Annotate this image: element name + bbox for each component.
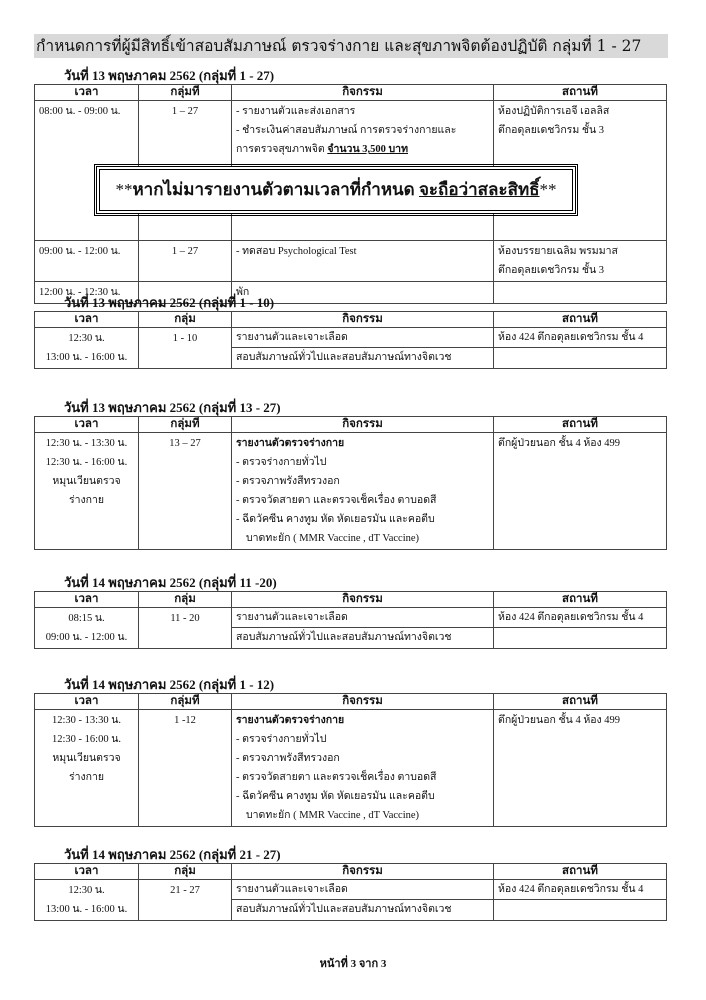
header-activity: กิจกรรม <box>232 312 494 328</box>
group-cell: 11 - 20 <box>139 608 232 649</box>
location-cell: ห้องบรรยายเฉลิม พรมมาส ตึกอดุลยเดชวิกรม ชั้น 3 <box>494 241 667 282</box>
header-group: กลุ่ม <box>139 592 232 608</box>
header-group: กลุ่มที่ <box>139 85 232 101</box>
group-cell: 1 - 10 <box>139 328 232 369</box>
schedule-table <box>34 591 667 649</box>
schedule-section-3 <box>34 400 666 550</box>
location-cell: ตึกผู้ป่วยนอก ชั้น 4 ห้อง 499 <box>494 433 667 550</box>
location-cell: ห้อง 424 ตึกอดุลยเดชวิกรม ชั้น 4 <box>494 608 667 649</box>
table-row <box>35 328 667 369</box>
section-heading: วันที่ 14 พฤษภาคม 2562 (กลุ่มที่ 1 - 12) <box>64 677 275 692</box>
header-location: สถานที่ <box>494 694 667 710</box>
activity-cell: รายงานตัวและเจาะเลือด สอบสัมภาษณ์ทั่วไปและสอบสัมภาษณ์ทางจิตเวช <box>232 608 494 649</box>
group-cell: 1 – 27 <box>139 101 232 241</box>
header-location: สถานที่ <box>494 417 667 433</box>
time-cell: 08:00 น. - 09:00 น. <box>35 101 139 241</box>
activity-cell: รายงานตัวตรวจร่างกาย - ตรวจร่างกายทั่วไป - ตรวจภาพรังสีทรวงอก - ตรวจวัดสายตา และตรวจเช็คเรื่อง ตาบอดสี - ฉีดวัคซีน คางทูม หัด หัดเยอรมัน และคอตีบ บาดทะยัก ( MMR Vaccine , dT Vaccine) <box>232 710 494 827</box>
header-time: เวลา <box>35 312 139 328</box>
header-group: กลุ่ม <box>139 312 232 328</box>
header-time: เวลา <box>35 417 139 433</box>
header-group: กลุ่ม <box>139 864 232 880</box>
header-location: สถานที่ <box>494 85 667 101</box>
header-location: สถานที่ <box>494 864 667 880</box>
table-row <box>35 608 667 649</box>
schedule-table <box>34 863 667 921</box>
table-header-row <box>35 864 667 880</box>
schedule-section-5 <box>34 677 666 827</box>
document-title: กำหนดการที่ผู้มีสิทธิ์เข้าสอบสัมภาษณ์ ตรวจร่างกาย และสุขภาพจิตต้องปฏิบัติ กลุ่มที่ 1 - 27 <box>34 34 668 58</box>
table-header-row <box>35 312 667 328</box>
header-activity: กิจกรรม <box>232 694 494 710</box>
time-cell: 12:30 น. 13:00 น. - 16:00 น. <box>35 328 139 369</box>
section-heading: วันที่ 14 พฤษภาคม 2562 (กลุ่มที่ 11 -20) <box>64 575 277 590</box>
schedule-table <box>34 311 667 369</box>
activity-cell: รายงานตัวและเจาะเลือด สอบสัมภาษณ์ทั่วไปและสอบสัมภาษณ์ทางจิตเวช <box>232 880 494 921</box>
forfeit-warning-box: **หากไม่มารายงานตัวตามเวลาที่กำหนด จะถือว่าสละสิทธิ์** <box>96 166 576 214</box>
time-cell: 12:30 น. 13:00 น. - 16:00 น. <box>35 880 139 921</box>
time-cell: 09:00 น. - 12:00 น. <box>35 241 139 282</box>
header-time: เวลา <box>35 694 139 710</box>
header-activity: กิจกรรม <box>232 864 494 880</box>
activity-cell: - รายงานตัวและส่งเอกสาร - ชำระเงินค่าสอบสัมภาษณ์ การตรวจร่างกายและ การตรวจสุขภาพจิต จำนวน 3,500 บาท <box>232 101 494 241</box>
header-group: กลุ่มที่ <box>139 417 232 433</box>
group-cell: 13 – 27 <box>139 433 232 550</box>
table-header-row <box>35 694 667 710</box>
time-cell: 12:30 - 13:30 น. 12:30 - 16:00 น. หมุนเวียนตรวจ ร่างกาย <box>35 710 139 827</box>
header-time: เวลา <box>35 864 139 880</box>
time-cell: 12:00 น. - 12:30 น. <box>35 282 139 304</box>
table-row <box>35 710 667 827</box>
header-time: เวลา <box>35 592 139 608</box>
group-cell: 1 – 27 <box>139 241 232 282</box>
activity-cell: พัก <box>232 282 494 304</box>
section-heading: วันที่ 13 พฤษภาคม 2562 (กลุ่มที่ 1 - 27) <box>64 68 275 83</box>
schedule-table <box>34 693 667 827</box>
schedule-section-6 <box>34 847 666 921</box>
header-location: สถานที่ <box>494 312 667 328</box>
activity-cell: รายงานตัวตรวจร่างกาย - ตรวจร่างกายทั่วไป - ตรวจภาพรังสีทรวงอก - ตรวจวัดสายตา และตรวจเช็คเรื่อง ตาบอดสี - ฉีดวัคซีน คางทูม หัด หัดเยอรมัน และคอตีบ บาดทะยัก ( MMR Vaccine , dT Vaccine) <box>232 433 494 550</box>
group-cell: 21 - 27 <box>139 880 232 921</box>
table-row <box>35 241 667 282</box>
page-number: หน้าที่ 3 จาก 3 <box>319 958 387 970</box>
schedule-table <box>34 416 667 550</box>
header-time: เวลา <box>35 85 139 101</box>
schedule-section-4 <box>34 575 666 649</box>
location-cell: ห้อง 424 ตึกอดุลยเดชวิกรม ชั้น 4 <box>494 880 667 921</box>
table-row <box>35 880 667 921</box>
location-cell: ห้อง 424 ตึกอดุลยเดชวิกรม ชั้น 4 <box>494 328 667 369</box>
time-cell: 12:30 น. - 13:30 น. 12:30 น. - 16:00 น. หมุนเวียนตรวจ ร่างกาย <box>35 433 139 550</box>
section-heading: วันที่ 14 พฤษภาคม 2562 (กลุ่มที่ 21 - 27) <box>64 847 281 862</box>
table-header-row <box>35 417 667 433</box>
activity-cell: รายงานตัวและเจาะเลือด สอบสัมภาษณ์ทั่วไปและสอบสัมภาษณ์ทางจิตเวช <box>232 328 494 369</box>
table-header-row <box>35 85 667 101</box>
header-location: สถานที่ <box>494 592 667 608</box>
header-group: กลุ่มที่ <box>139 694 232 710</box>
location-cell: ตึกผู้ป่วยนอก ชั้น 4 ห้อง 499 <box>494 710 667 827</box>
group-cell: 1 -12 <box>139 710 232 827</box>
time-cell: 08:15 น. 09:00 น. - 12:00 น. <box>35 608 139 649</box>
section-heading: วันที่ 13 พฤษภาคม 2562 (กลุ่มที่ 13 - 27) <box>64 400 281 415</box>
table-header-row <box>35 592 667 608</box>
header-activity: กิจกรรม <box>232 592 494 608</box>
header-activity: กิจกรรม <box>232 417 494 433</box>
header-activity: กิจกรรม <box>232 85 494 101</box>
activity-cell: - ทดสอบ Psychological Test <box>232 241 494 282</box>
section-heading: วันที่ 13 พฤษภาคม 2562 (กลุ่มที่ 1 - 10) <box>64 295 275 310</box>
schedule-section-2 <box>34 295 666 369</box>
location-cell: ห้องปฏิบัติการเอจี เอลลิส ตึกอดุลยเดชวิกรม ชั้น 3 <box>494 101 667 241</box>
table-row <box>35 433 667 550</box>
fee-amount: จำนวน 3,500 บาท <box>327 144 408 155</box>
